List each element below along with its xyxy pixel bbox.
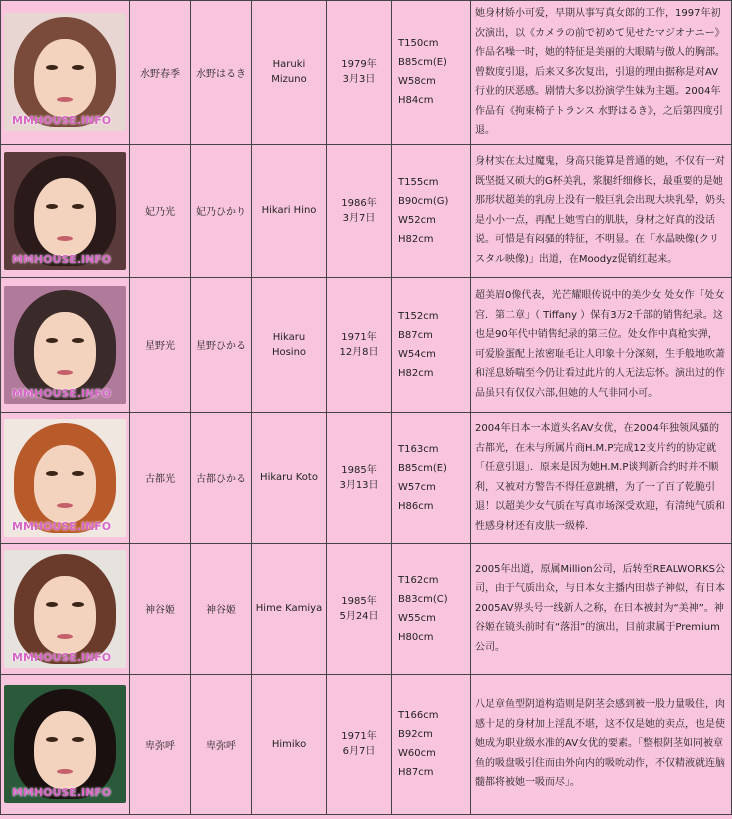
profile-row [1, 412, 732, 543]
description: 八足章鱼型阴道构造则是阴茎会感到被一股力量吸住，肉感十足的身材加上淫乱不堪，这不仅是她的卖点，也是使她成为职业级水准的AV女优的要素。「整根阴茎如同被章鱼的吸盘吸引住而由外向内的吸吮动作，不仅精液就连脑髓都将被她一吸而尽」。 [471, 674, 732, 814]
measurements [392, 144, 471, 277]
bust-value: B83cm(C) [398, 593, 448, 605]
portrait-photo [4, 419, 126, 537]
profile-row [1, 674, 732, 814]
romaji-name [252, 674, 327, 814]
hip-value: H82cm [398, 367, 434, 379]
photo-cell [1, 412, 130, 543]
romaji-line-1: Hime Kamiya [255, 603, 323, 614]
measurements [392, 543, 471, 674]
bust-value: B90cm(G) [398, 195, 449, 207]
romaji-name [252, 277, 327, 412]
hip-value: H87cm [398, 767, 434, 778]
height-value: T162cm [398, 574, 439, 586]
chinese-name: 神谷姬 [130, 543, 191, 674]
birthdate [327, 144, 392, 277]
photo-cell [1, 277, 130, 412]
portrait-photo [4, 286, 126, 404]
description: 她身材娇小可爱，早期从事写真女郎的工作，1997年初次演出，以《カメラの前で初めて见せたマジオナニー》作品名噪一时，她的特征是美丽的大眼睛与傲人的胸部。曾数度引退，后来又多次复出，引退的理由据称是对AV行业的厌恶感。剧情大多以扮演学生妹为主题。2004年作品有《拘束椅子トランス 水野はるき》，之后第四度引退。 [471, 1, 732, 145]
portrait-photo [4, 13, 126, 131]
birth-year: 1979年 [341, 59, 377, 71]
birth-year: 1971年 [341, 731, 377, 742]
profile-row [1, 543, 732, 674]
birth-day: 3月3日 [342, 74, 376, 86]
waist-value: W60cm [398, 748, 436, 759]
photo-cell [1, 674, 130, 814]
chinese-name: 古都光 [130, 412, 191, 543]
portrait-photo [4, 152, 126, 270]
romaji-line-1: Hikaru [272, 331, 306, 343]
birth-year: 1971年 [341, 331, 377, 343]
birthdate [327, 412, 392, 543]
watermark: MMHOUSE.INFO [12, 519, 112, 533]
romaji-line-1: Himiko [271, 738, 307, 750]
chinese-name: 星野光 [130, 277, 191, 412]
bust-value: B85cm(E) [398, 462, 447, 474]
birthdate [327, 543, 392, 674]
description: 2005年出道，原属Million公司，后转至REALWORKS公司，由于气质出众，与日本女主播内田恭子神似，有日本2005AV界头号一线新人之称，在日本被封为“美神”。神谷姬在镜头前时有“落泪”的演出，目前隶属于Premium公司。 [471, 543, 732, 674]
japanese-name: 神谷姬 [191, 543, 252, 674]
japanese-name: 妃乃ひかり [191, 144, 252, 277]
birth-year: 1985年 [341, 595, 377, 607]
romaji-line-2: Mizuno [271, 74, 307, 86]
description: 身材实在太过魔鬼，身高只能算是普通的她，不仅有一对既坚挺又硕大的G杯美乳，浆腿纤细修长，最重要的是她那形状超美的乳房上没有一般巨乳会出现大块乳晕，奶头是小小一点，再配上她雪白的肌肤，身材之好真的没话说。可惜是有闷骚的特征，不明显。在「水晶映像(クリスタル映像)」出道，在Moodyz促销红起来。 [471, 144, 732, 277]
bust-value: B92cm [398, 729, 433, 740]
portrait-photo [4, 685, 126, 803]
romaji-line-1: Haruki [272, 59, 306, 71]
romaji-name [252, 144, 327, 277]
chinese-name: 妃乃光 [130, 144, 191, 277]
japanese-name: 水野はるき [191, 1, 252, 145]
japanese-name: 卑弥呼 [191, 674, 252, 814]
birth-year: 1985年 [341, 464, 377, 476]
measurements [392, 412, 471, 543]
watermark: MMHOUSE.INFO [12, 650, 112, 664]
birth-day: 12月8日 [339, 346, 379, 358]
measurements [392, 1, 471, 145]
romaji-name [252, 543, 327, 674]
profile-table-body [1, 1, 732, 815]
height-value: T155cm [398, 176, 439, 188]
waist-value: W58cm [398, 76, 436, 88]
bust-value: B85cm(E) [398, 57, 447, 69]
romaji-name [252, 412, 327, 543]
description: 超美眉0像代表，光芒耀眼传说中的美少女 处女作「处女宫．第二章」（ Tiffany ）保有3万2千部的销售纪录。这也是90年代中销售纪录的第三位。处女作中真枪实弹，可爱脸蛋配上浓密耻毛让人印象十分深刻，生手般地吹萧和淫息娇喘至今仍让看过此片的人无法忘怀。演出过的作品虽只有仅仅六部,但她的人气非同小可。 [471, 277, 732, 412]
birth-day: 5月24日 [339, 610, 379, 622]
photo-cell [1, 1, 130, 145]
measurements [392, 674, 471, 814]
birthdate [327, 674, 392, 814]
hip-value: H80cm [398, 631, 434, 643]
romaji-line-1: Hikaru Koto [260, 472, 318, 483]
height-value: T150cm [398, 38, 439, 50]
japanese-name: 古都ひかる [191, 412, 252, 543]
portrait-photo [4, 550, 126, 668]
profile-row [1, 1, 732, 145]
chinese-name: 水野春季 [130, 1, 191, 145]
birth-year: 1986年 [341, 197, 377, 209]
hip-value: H86cm [398, 500, 434, 512]
birthdate [327, 277, 392, 412]
waist-value: W52cm [398, 214, 436, 226]
profile-row [1, 144, 732, 277]
romaji-line-1: Hikari Hino [261, 205, 317, 216]
measurements [392, 277, 471, 412]
hip-value: H84cm [398, 95, 434, 107]
waist-value: W54cm [398, 348, 436, 360]
waist-value: W55cm [398, 612, 436, 624]
birth-day: 6月7日 [342, 746, 376, 757]
japanese-name: 星野ひかる [191, 277, 252, 412]
height-value: T166cm [398, 710, 439, 721]
watermark: MMHOUSE.INFO [12, 114, 112, 128]
profile-row [1, 277, 732, 412]
waist-value: W57cm [398, 481, 436, 493]
photo-cell [1, 144, 130, 277]
watermark: MMHOUSE.INFO [12, 386, 112, 400]
birth-day: 3月7日 [342, 212, 376, 224]
birth-day: 3月13日 [339, 479, 379, 491]
hip-value: H82cm [398, 233, 434, 245]
romaji-name [252, 1, 327, 145]
height-value: T152cm [398, 310, 439, 322]
chinese-name: 卑弥呼 [130, 674, 191, 814]
photo-cell [1, 543, 130, 674]
description: 2004年日本一本道头名AV女优，在2004年独领风骚的古都光，在未与所属片商H.M.P完成12支片约的协定就「任意引退」．原来是因为她H.M.P谈判新合约时并不顺利，又被对方警告不得任意跳槽，为了一了百了乾脆引退！以超美少女气质在写真市场深受欢迎，有清纯气质和性感身材还有皮肤一级棒. [471, 412, 732, 543]
watermark: MMHOUSE.INFO [12, 786, 112, 799]
romaji-line-2: Hosino [271, 346, 307, 358]
watermark: MMHOUSE.INFO [12, 252, 112, 266]
birthdate [327, 1, 392, 145]
bust-value: B87cm [398, 329, 433, 341]
height-value: T163cm [398, 443, 439, 455]
